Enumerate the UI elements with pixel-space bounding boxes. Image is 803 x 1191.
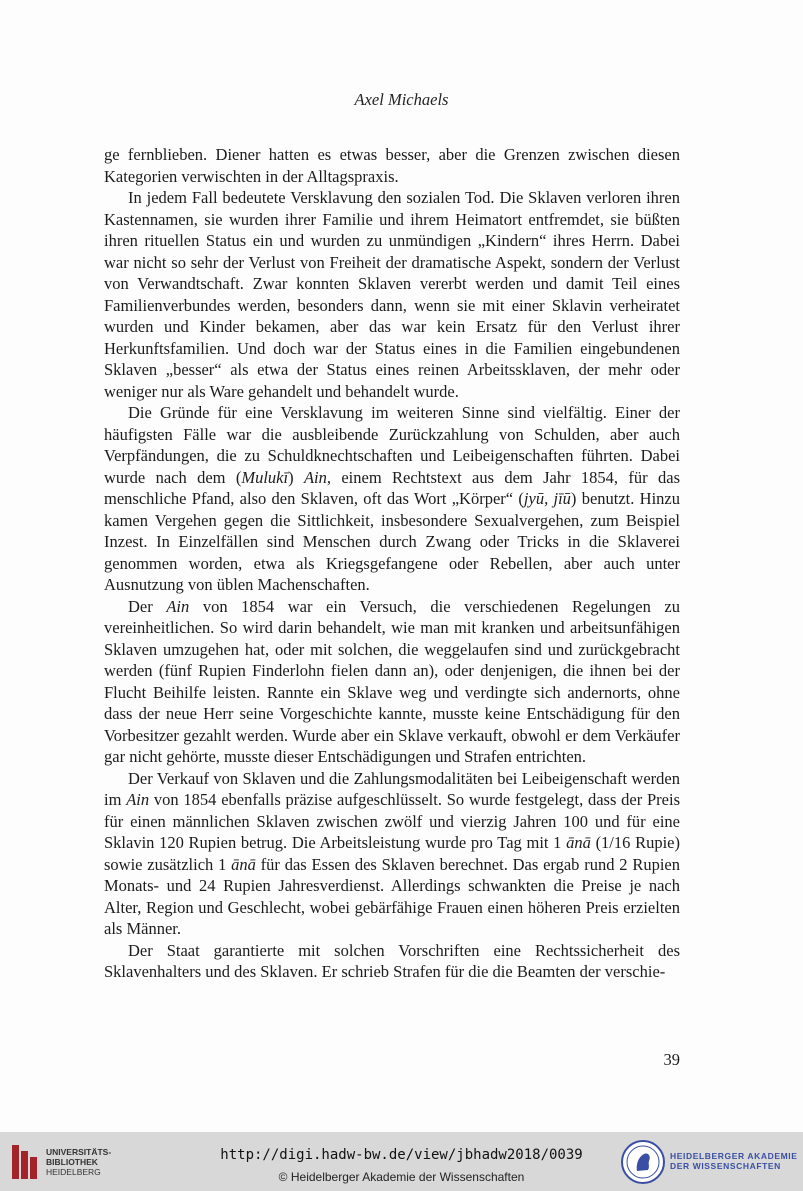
academy-name: [670, 1151, 798, 1171]
library-name-line: BIBLIOTHEK: [46, 1157, 98, 1167]
academy-name-line: HEIDELBERGER AKADEMIE: [670, 1151, 798, 1161]
library-city: HEIDELBERG: [46, 1167, 101, 1177]
paragraph: In jedem Fall bedeutete Versklavung den sozialen Tod. Die Sklaven verloren ihren Kastennamen, sie wurden ihrer Familie und ihrem Heimatort entfremdet, sie büßten ihren rituellen Status ein und wurden zu unmündigen „Kindern“ ihres Herrn. Dabei war nicht so sehr der Verlust von Freiheit der dramatische Aspekt, sondern der Verlust von Verwandtschaft. Zwar konnten Sklaven vererbt werden und damit Teil eines Familienverbundes werden, besonders dann, wenn sie mit einer Sklavin verheiratet wurden und Kinder bekamen, aber das war kein Ersatz für den Verlust ihrer Herkunftsfamilien. Und doch war der Status eines in die Familien eingebundenen Sklaven „besser“ als etwa der Status eines reinen Arbeitssklaven, der mehr oder weniger nur als Ware gehandelt und behandelt wurde.: [104, 188, 680, 401]
paragraph: Der Verkauf von Sklaven und die Zahlungsmodalitäten bei Leibeigenschaft werden im Ain von 1854 ebenfalls präzise aufgeschlüsselt. So wurde festgelegt, dass der Preis für einen männlichen Sklaven zwischen zwölf und vierzig Jahren 100 und für eine Sklavin 120 Rupien betrug. Die Arbeitsleistung wurde pro Tag mit 1 ānā (1/16 Rupie) sowie zusätzlich 1 ānā für das Essen des Sklaven berechnet. Das ergab rund 2 Rupien Monats- und 24 Rupien Jahresverdienst. Allerdings schwankten die Preise je nach Alter, Region und Geschlecht, wobei gebärfähige Frauen einen höheren Preis erzielten als Männer.: [104, 768, 680, 938]
page-number: 39: [663, 1050, 680, 1069]
copyright-notice: © Heidelberger Akademie der Wissenschaften: [278, 1170, 525, 1184]
paragraph: Die Gründe für eine Versklavung im weiteren Sinne sind vielfältig. Einer der häufigsten Fälle war die ausbleibende Zurückzahlung von Schulden, aber auch Verpfändungen, die zu Schuldknechtschaften und Leibeigenschaften führten. Dabei wurde nach dem (Mulukī) Ain, einem Rechtstext aus dem Jahr 1854, für das menschliche Pfand, also den Sklaven, oft das Wort „Körper“ (jyū, jīū) benutzt. Hinzu kamen Vergehen gegen die Sittlichkeit, insbesondere Sexualvergehen, zum Beispiel Inzest. In Einzelfällen sind Menschen durch Zwang oder Tricks in die Sklaverei genommen worden, etwa als Kriegsgefangene oder Rebellen, aber auch unter Ausnutzung von üblen Machenschaften.: [104, 403, 681, 594]
body-text: [104, 144, 680, 983]
academy-name-line: DER WISSENSCHAFTEN: [670, 1161, 781, 1171]
paragraph: ge fernblieben. Diener hatten es etwas besser, aber die Grenzen zwischen diesen Kategorien verwischten in der Alltagspraxis.: [104, 145, 680, 186]
permalink-url[interactable]: http://digi.hadw-bw.de/view/jbhadw2018/0039: [220, 1147, 583, 1163]
library-name-line: UNIVERSITÄTS-: [46, 1147, 112, 1157]
paragraph: Der Ain von 1854 war ein Versuch, die verschiedenen Regelungen zu vereinheitlichen. So wird darin behandelt, wie man mit kranken und arbeitsunfähigen Sklaven umzugehen hat, oder mit solchen, die weggelaufen sind und zurückgebracht werden (fünf Rupien Finderlohn fielen dann an), oder denjenigen, die ihnen bei der Flucht Beihilfe leisten. Rannte ein Sklave weg und verdingte sich andernorts, ohne dass der neue Herr seine Vorgeschichte kannte, musste keine Entschädigung für den Vorbesitzer gezahlt werden. Wurde aber ein Sklave verkauft, obwohl er dem Verkäufer gar nicht gehörte, musste dieser Entschädigungen und Strafen entrichten.: [104, 596, 681, 766]
academy-seal-icon: [620, 1139, 666, 1185]
viewer-footer: [0, 1132, 803, 1191]
paragraph: Der Staat garantierte mit solchen Vorschriften eine Rechtssicherheit des Sklavenhalters und des Sklaven. Er schrieb Strafen für die die Beamten der verschie-: [104, 940, 680, 981]
running-head: Axel Michaels: [354, 90, 449, 109]
